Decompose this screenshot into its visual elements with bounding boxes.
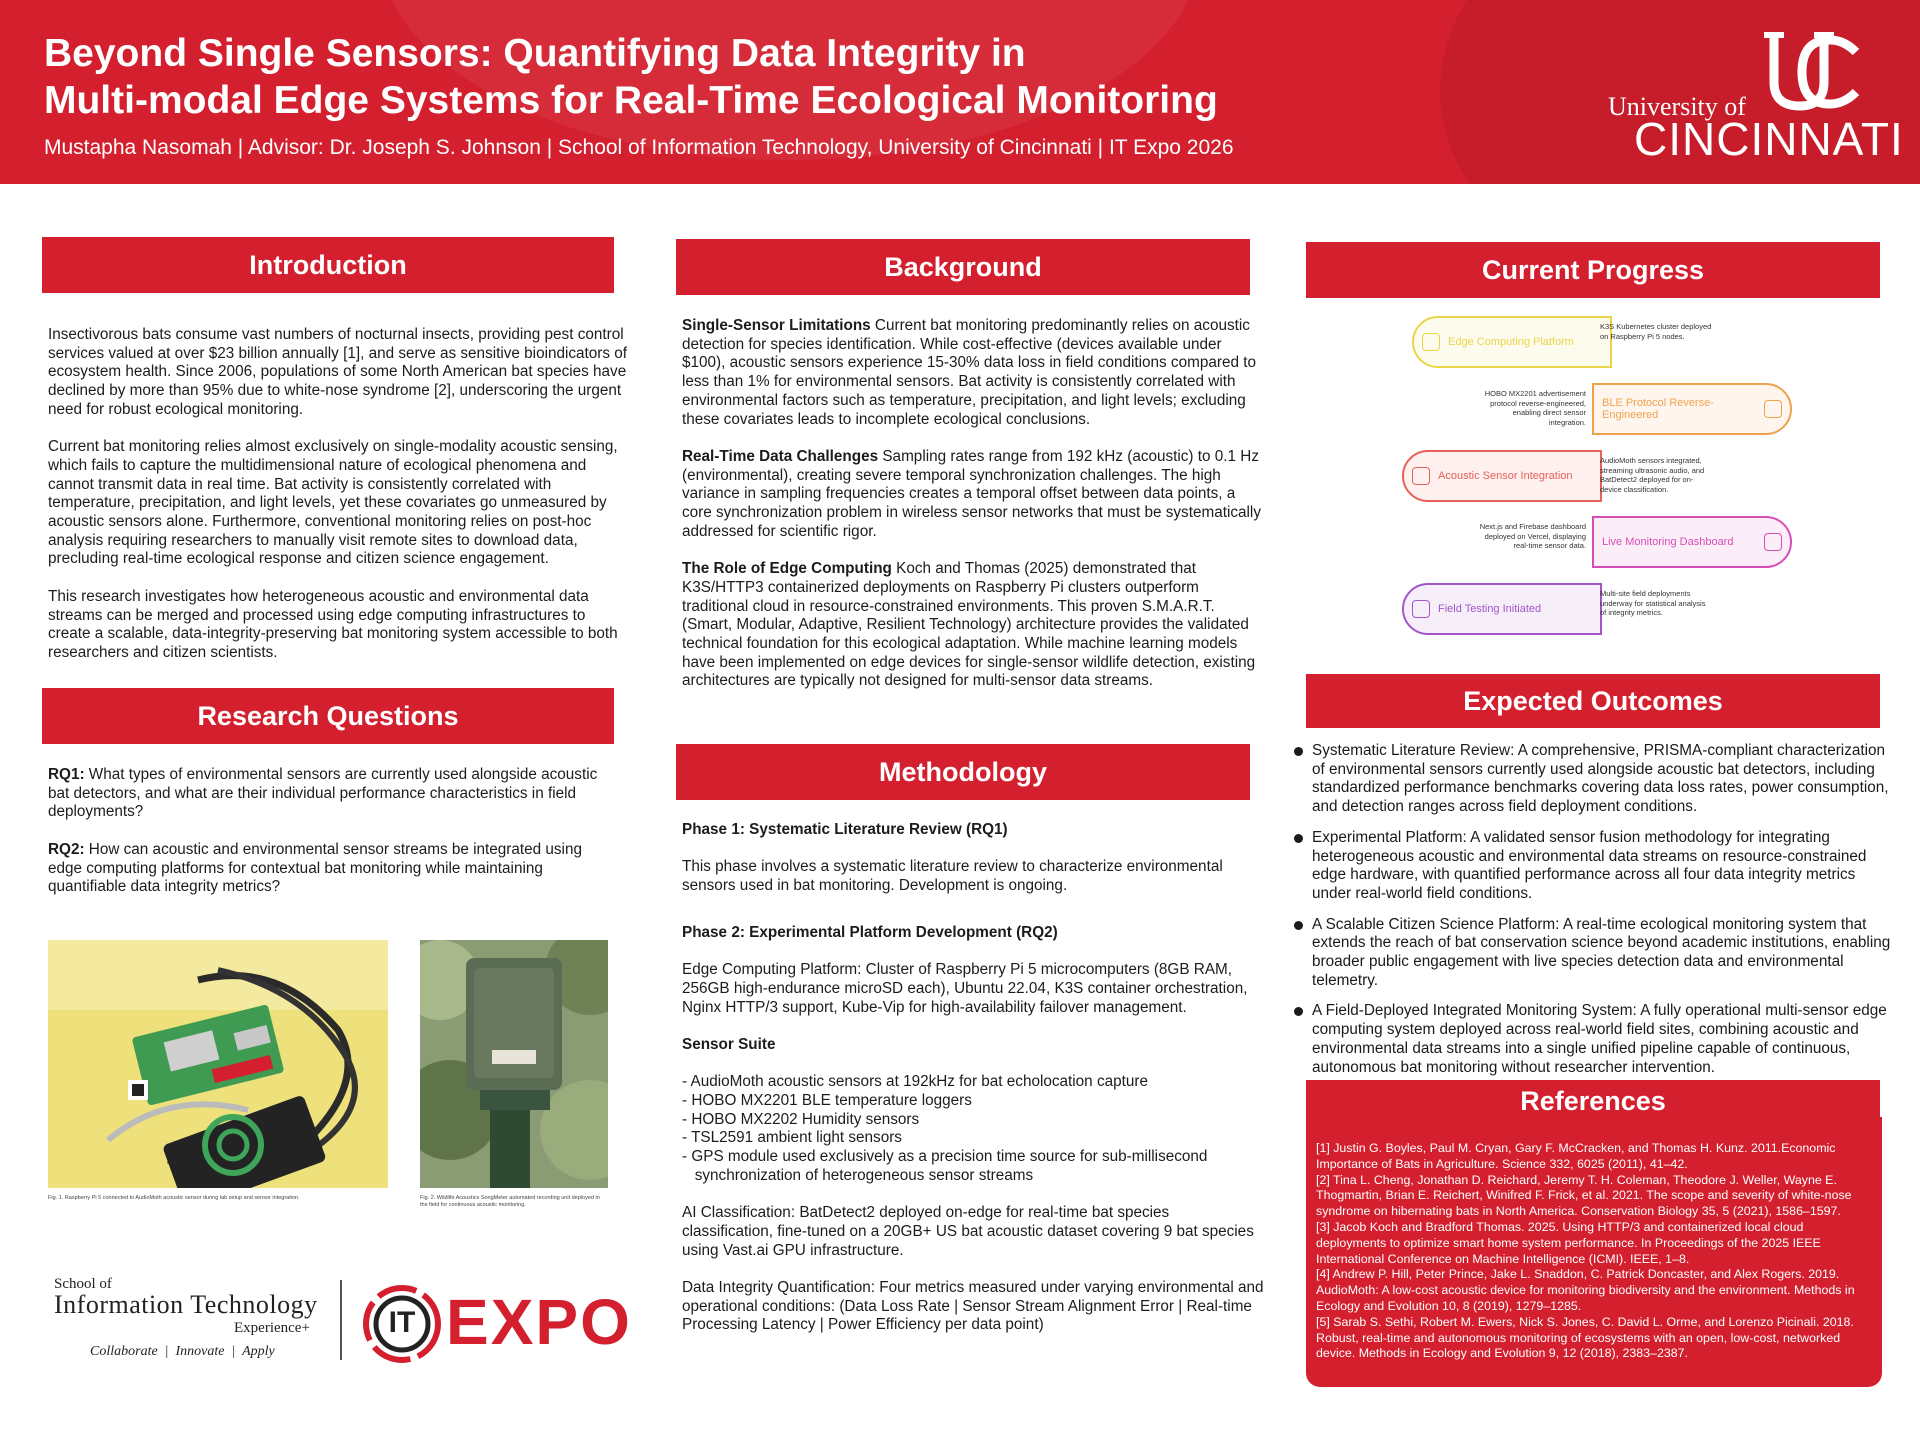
introduction-paragraph: This research investigates how heterogeneous acoustic and environmental data streams can be merged and processed using edge computing infrastructures to create a scalable, data-integrity-preserving bat monitoring system accessible to both researchers and citizen scientists.: [48, 587, 618, 661]
reference-item: [1] Justin G. Boyles, Paul M. Cryan, Gary F. McCracken, and Thomas H. Kunz. 2011.Economic Importance of Bats in Agriculture. Science 332, 6025 (2011), 41–42.: [1316, 1141, 1836, 1171]
title-line-1: Beyond Single Sensors: Quantifying Data Integrity in: [44, 32, 1026, 75]
progress-milestone-description: Next.js and Firebase dashboard deployed on Vercel, displaying real-time sensor data.: [1479, 522, 1586, 550]
background-paragraph: [682, 317, 1264, 429]
progress-milestone-description: K3S Kubernetes cluster deployed on Raspberry Pi 5 nodes.: [1600, 322, 1712, 341]
sensor-suite-title: [682, 1036, 1264, 1055]
figure-2-caption: Fig. 2. Wildlife Acoustics SongMeter automated recording unit deployed in the field for continuous acoustic monitoring.: [420, 1195, 600, 1208]
introduction-paragraph: Insectivorous bats consume vast numbers of nocturnal insects, providing pest control services valued at over $23 billion annually [1], and serve as sensitive bioindicators of ecosystem health. Since 2006, populations of some North American bat species have declined by more than 95% due to white-nose syndrome [2], underscoring the urgent need for robust ecological monitoring.: [48, 326, 628, 418]
phase2-title: [682, 924, 1264, 943]
introduction-text: [48, 326, 628, 681]
sensor-list-item: - GPS module used exclusively as a precision time source for sub-millisecond: [682, 1148, 1208, 1166]
expected-outcomes-heading: Expected Outcomes: [1306, 674, 1880, 728]
progress-milestone-label: BLE Protocol Reverse-Engineered: [1602, 397, 1714, 421]
phase1-text: This phase involves a systematic literature review to characterize environmental sensors used in bat monitoring. Development is ongoing.: [682, 858, 1223, 895]
it-expo-it: IT: [388, 1306, 416, 1339]
references-heading: References: [1306, 1080, 1880, 1122]
background-body: Sampling rates range from 192 kHz (acoustic) to 0.1 Hz (environmental), creating severe temporal synchronization challenges. The high variance in sampling frequencies creates a temporal offset between data points, a core synchronization problem in wireless sensor networks that must be systematically addressed for scientific rigor.: [682, 447, 1261, 540]
references-list: [1306, 1117, 1882, 1387]
microphone-icon: [1412, 467, 1430, 485]
rq2: [48, 841, 620, 897]
sit-school-of: School of: [54, 1276, 112, 1292]
progress-milestone: [1412, 316, 1612, 368]
data-integrity-text: Data Integrity Quantification: Four metrics measured under varying environmental and operational conditions: (Data Loss Rate | Sensor Stream Alignment Error | Real-time Processing Latency | Power Efficiency per data point): [682, 1279, 1264, 1334]
progress-milestone-label: Acoustic Sensor Integration: [1438, 470, 1573, 482]
background-paragraph: [682, 560, 1264, 691]
progress-milestone: [1592, 383, 1792, 435]
research-questions-heading: Research Questions: [42, 688, 614, 744]
introduction-heading: Introduction: [42, 237, 614, 293]
background-body: Koch and Thomas (2025) demonstrated that K3S/HTTP3 containerized deployments on Raspberry Pi clusters outperform traditional cloud in resource-constrained environments. This proven S.M.A.R.T. (Smart, Modular, Adaptive, Resilient Technology) architecture provides the validated technical foundation for this ecological adaptation. While machine learning models have been implemented on edge devices for single-sensor wildlife detection, existing architectures are typically not designed for multi-sensor data streams.: [682, 560, 1256, 690]
title-line-2: Multi-modal Edge Systems for Real-Time Ecological Monitoring: [44, 79, 1218, 122]
progress-milestone: [1402, 583, 1602, 635]
progress-milestone: [1402, 450, 1602, 502]
background-subheading: Single-Sensor Limitations: [682, 317, 871, 334]
background-paragraph: [682, 448, 1264, 542]
logo-cincinnati: CINCINNATI: [1634, 113, 1904, 165]
songmeter-photo: [420, 940, 608, 1188]
sensor-list-item: - AudioMoth acoustic sensors at 192kHz for bat echolocation capture: [682, 1073, 1148, 1091]
reference-item: [4] Andrew P. Hill, Peter Prince, Jake L. Snaddon, C. Patrick Doncaster, and Alex Rogers. 2019. AudioMoth: A low-cost acoustic device for monitoring biodiversity and the environment. Methods in Ecology and Evolution 10, 8 (2019), 1279–1285.: [1316, 1267, 1855, 1313]
dashboard-icon: [1764, 533, 1782, 551]
sensor-suite-title-text: Sensor Suite: [682, 1035, 776, 1053]
rq1-label: RQ1:: [48, 766, 85, 783]
rq1-text: What types of environmental sensors are currently used alongside acoustic bat detectors, and what are their individual performance characteristics in field deployments?: [48, 766, 598, 821]
raspberry-pi-illustration: [48, 940, 388, 1188]
research-questions-text: [48, 766, 620, 916]
progress-milestone: [1592, 516, 1792, 568]
poster-authors: Mustapha Nasomah | Advisor: Dr. Joseph S. Johnson | School of Information Technology, University of Cincinnati | IT Expo 2026: [44, 136, 1234, 159]
reference-item: [2] Tina L. Cheng, Jonathan D. Reichard, Jeremy T. H. Coleman, Theodore J. Weller, Wayne E. Thogmartin, Brian E. Reichert, Winifred F. Frick, et al. 2021. The scope and severity of white-nose syndrome on hibernating bats in North America. Conservation Biology 35, 5 (2021), 1586–1597.: [1316, 1172, 1852, 1219]
current-progress-heading: Current Progress: [1306, 242, 1880, 298]
school-of-it-logo: [54, 1276, 344, 1366]
introduction-paragraph: Current bat monitoring relies almost exclusively on single-modality acoustic sensing, which fails to capture the multidimensional nature of ecological phenomena and cannot transmit data in real time. Bat activity is consistently correlated with temperature, precipitation, and light levels, yet these covariates go unmeasured by acoustic sensors alone. Furthermore, conventional monitoring relies on post-hoc analysis requiring researchers to manually visit remote sites to download data, precluding real-time ecological response and citizen science engagement.: [48, 438, 618, 568]
logo-divider: [340, 1280, 342, 1360]
reference-item: [3] Jacob Koch and Bradford Thomas. 2025. Using HTTP/3 and containerized local cloud deployments to optimize smart home system performance. In Proceedings of the 2025 IEEE International Conference on Machine Intelligence (ICMI). IEEE, 1–8.: [1316, 1219, 1821, 1266]
rq2-label: RQ2:: [48, 840, 85, 858]
sensor-list-item: synchronization of heterogeneous sensor streams: [682, 1166, 1034, 1184]
background-heading: Background: [676, 239, 1250, 295]
methodology-text: [682, 821, 1264, 1354]
songmeter-illustration: [420, 940, 608, 1188]
background-subheading: The Role of Edge Computing: [682, 560, 892, 578]
poster-title: [44, 30, 1334, 124]
sit-tagline: Collaborate | Innovate | Apply: [90, 1344, 275, 1359]
gear-icon: [1422, 333, 1440, 351]
outcomes-list: [1294, 742, 1894, 1089]
background-subheading: Real-Time Data Challenges: [682, 447, 879, 465]
search-gear-icon: [1764, 400, 1782, 418]
outcome-item: Experimental Platform: A validated sensor fusion methodology for integrating heterogeneous acoustic and environmental data streams on resource-constrained edge hardware, with quantified performance across all four data integrity metrics under real-world field conditions.: [1294, 829, 1894, 904]
logo-university-of: University of: [1608, 92, 1746, 121]
phase1-title-text: Phase 1: Systematic Literature Review (RQ1): [682, 821, 1008, 838]
outcome-item: Systematic Literature Review: A comprehensive, PRISMA-compliant characterization of environmental sensors currently used alongside acoustic bat detectors, including standardized performance benchmarks covering data loss rates, power consumption, and detection ranges across field deployment conditions.: [1294, 742, 1894, 817]
methodology-heading: Methodology: [676, 744, 1250, 800]
outcome-item: A Field-Deployed Integrated Monitoring System: A fully operational multi-sensor edge computing system deployed across real-world field sites, combining acoustic and environmental data streams into a single unified pipeline capable of continuous, autonomous bat monitoring without researcher intervention.: [1294, 1002, 1894, 1077]
phase2-title-text: Phase 2: Experimental Platform Development (RQ2): [682, 923, 1058, 941]
raspberry-pi-photo: [48, 940, 388, 1188]
background-body: Current bat monitoring predominantly relies on acoustic detection for species identification. While cost-effective (devices available under $100), acoustic sensors experience 15-30% data loss in field conditions compared to less than 1% for environmental sensors. Bat activity is consistently correlated with environmental factors such as temperature, precipitation, and light levels; excluding these covariates leads to incomplete ecological conclusions.: [682, 317, 1256, 428]
progress-milestone-label: Field Testing Initiated: [1438, 603, 1542, 615]
sit-experience: Experience+: [234, 1320, 310, 1336]
progress-milestone-label: Edge Computing Platform: [1448, 336, 1574, 348]
it-expo-logo: [362, 1284, 632, 1364]
sensor-list-item: - TSL2591 ambient light sensors: [682, 1129, 902, 1147]
sit-information-technology: Information Technology: [54, 1290, 318, 1319]
outcome-item: A Scalable Citizen Science Platform: A real-time ecological monitoring system that extends the reach of bat conservation science beyond academic institutions, enabling broader public engagement with live species detection data and environmental telemetry.: [1294, 916, 1894, 991]
it-expo-text: EXPO: [446, 1286, 632, 1358]
uc-monogram-icon: [1752, 32, 1862, 112]
university-logo: [1600, 32, 1904, 165]
progress-milestone-description: HOBO MX2201 advertisement protocol reverse-engineered, enabling direct sensor integration.: [1484, 389, 1586, 427]
phase2-text: Edge Computing Platform: Cluster of Raspberry Pi 5 microcomputers (8GB RAM, 256GB high-endurance microSD each), Ubuntu 22.04, K3S container orchestration, Nginx HTTP/3 support, Kube-Vip for high-availability failover management.: [682, 961, 1248, 1016]
ai-classification-text: AI Classification: BatDetect2 deployed on-edge for real-time bat species classification, fine-tuned on a 20GB+ US bat acoustic dataset covering 9 bat species using Vast.ai GPU infrastructure.: [682, 1204, 1254, 1259]
sensor-list: [682, 1073, 1264, 1185]
reference-item: [5] Sarab S. Sethi, Robert M. Ewers, Nick S. Jones, C. David L. Orme, and Lorenzo Picinali. 2018. Robust, real-time and autonomous monitoring of ecosystems with an open, low-cost, networked device. Methods in Ecology and Evolution 9, 12 (2018), 2383–2387.: [1316, 1314, 1854, 1361]
background-text: [682, 317, 1264, 710]
field-test-icon: [1412, 600, 1430, 618]
phase1-title: [682, 821, 1264, 840]
sensor-list-item: - HOBO MX2201 BLE temperature loggers: [682, 1092, 972, 1110]
rq1: [48, 766, 620, 822]
progress-milestone-description: AudioMoth sensors integrated, streaming ultrasonic audio, and BatDetect2 deployed for on-device classification.: [1600, 456, 1705, 494]
rq2-text: How can acoustic and environmental sensor streams be integrated using edge computing platforms for contextual bat monitoring while maintaining quantifiable data integrity metrics?: [48, 840, 582, 896]
progress-milestone-description: Multi-site field deployments underway for statistical analysis of integrity metrics.: [1600, 589, 1706, 617]
figure-1-caption: Fig. 1. Raspberry Pi 5 connected to AudioMoth acoustic sensor during lab setup and sensor integration.: [48, 1195, 300, 1201]
progress-milestone-label: Live Monitoring Dashboard: [1602, 536, 1734, 548]
poster-header: [0, 0, 1920, 184]
sensor-list-item: - HOBO MX2202 Humidity sensors: [682, 1110, 920, 1128]
